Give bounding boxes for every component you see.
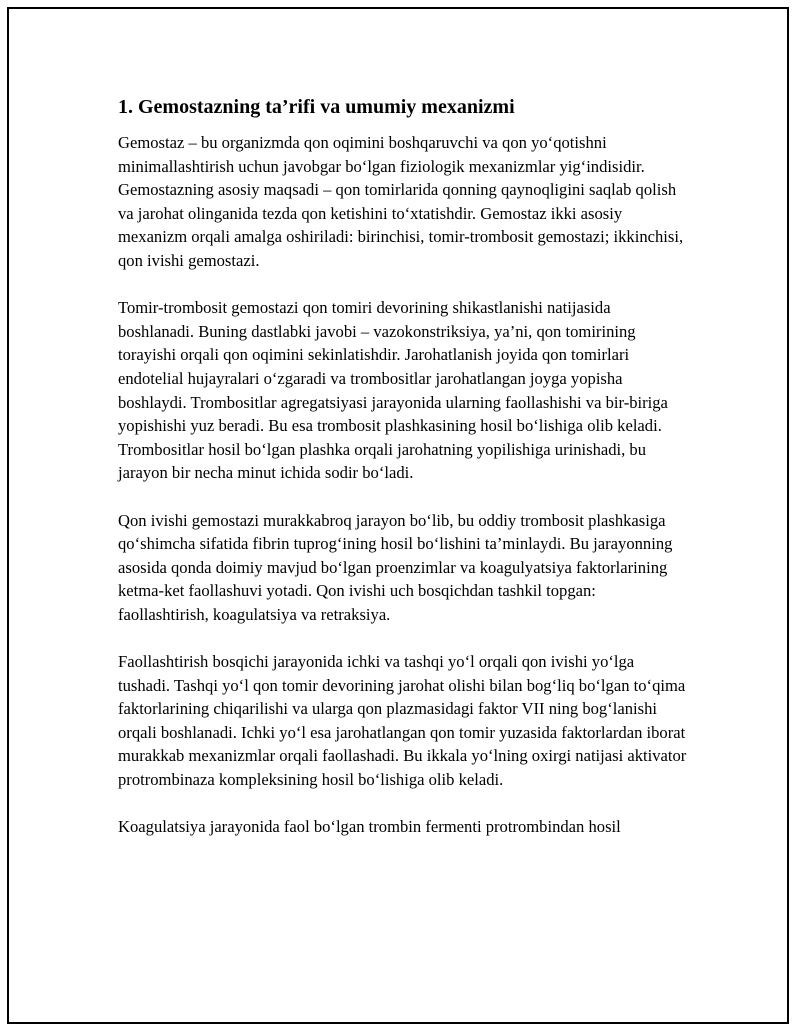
paragraph-definition: Gemostaz – bu organizmda qon oqimini boshqaruvchi va qon yo‘qotishni minimallashtirish uchun javobgar bo‘lgan fiziologik mexanizmlar yig‘indisidir. Gemostazning asosiy maqsadi – qon tomirlarida qonning qaynoqligini saqlab qolish va jarohat olinganida tezda qon ketishini to‘xtatishdir. Gemostaz ikki asosiy mexanizm orqali amalga oshiriladi: birinchisi, tomir-trombosit gemostazi; ikkinchisi, qon ivishi gemostazi.	[118, 133, 684, 270]
paragraph-coagulation: Qon ivishi gemostazi murakkabroq jarayon bo‘lib, bu oddiy trombosit plashkasiga qo‘shimcha sifatida fibrin tuprog‘ining hosil bo‘lishini ta’minlaydi. Bu jarayonning asosida qonda doimiy mavjud bo‘lgan proenzimlar va koagulyatsiya faktorlarining ketma-ket faollashuvi yotadi. Qon ivishi uch bosqichdan tashkil topgan: faollashtirish, koagulatsiya va retraksiya.	[118, 510, 673, 624]
paragraph-coagulation-stage: Koagulatsiya jarayonida faol bo‘lgan trombin fermenti protrombindan hosil	[118, 817, 621, 837]
document-body	[118, 93, 688, 862]
paragraph-activation: Faollashtirish bosqichi jarayonida ichki va tashqi yo‘l orqali qon ivishi yo‘lga tushadi. Tashqi yo‘l qon tomir devorining jarohat olishi bilan bog‘liq bo‘lgan to‘qima faktorlarining chiqarilishi va ularga qon plazmasidagi faktor VII ning bog‘lanishi orqali boshlanadi. Ichki yo‘l esa jarohatlangan qon tomir yuzasida faktorlardan iborat murakkab mexanizmlar orqali faollashadi. Bu ikkala yo‘lning oxirgi natijasi aktivator protrombinaza kompleksining hosil bo‘lishiga olib keladi.	[118, 652, 687, 790]
section-heading: 1. Gemostazning ta’rifi va umumiy mexanizmi	[118, 96, 515, 118]
paragraph-vascular-platelet: Tomir-trombosit gemostazi qon tomiri devorining shikastlanishi natijasida boshlanadi. Buning dastlabki javobi – vazokonstriksiya, ya’ni, qon tomirining torayishi orqali qon oqimini sekinlatishdir. Jarohatlanish joyida qon tomirlari endotelial hujayralari o‘zgaradi va trombositlar jarohatlangan joyga yopisha boshlaydi. Trombositlar agregatsiyasi jarayonida ularning faollashishi va bir-biriga yopishishi yuz beradi. Bu esa trombosit plashkasining hosil bo‘lishiga olib keladi. Trombositlar hosil bo‘lgan plashka orqali jarohatning yopilishiga urinishadi, bu jarayon bir necha minut ichida sodir bo‘ladi.	[118, 298, 668, 483]
